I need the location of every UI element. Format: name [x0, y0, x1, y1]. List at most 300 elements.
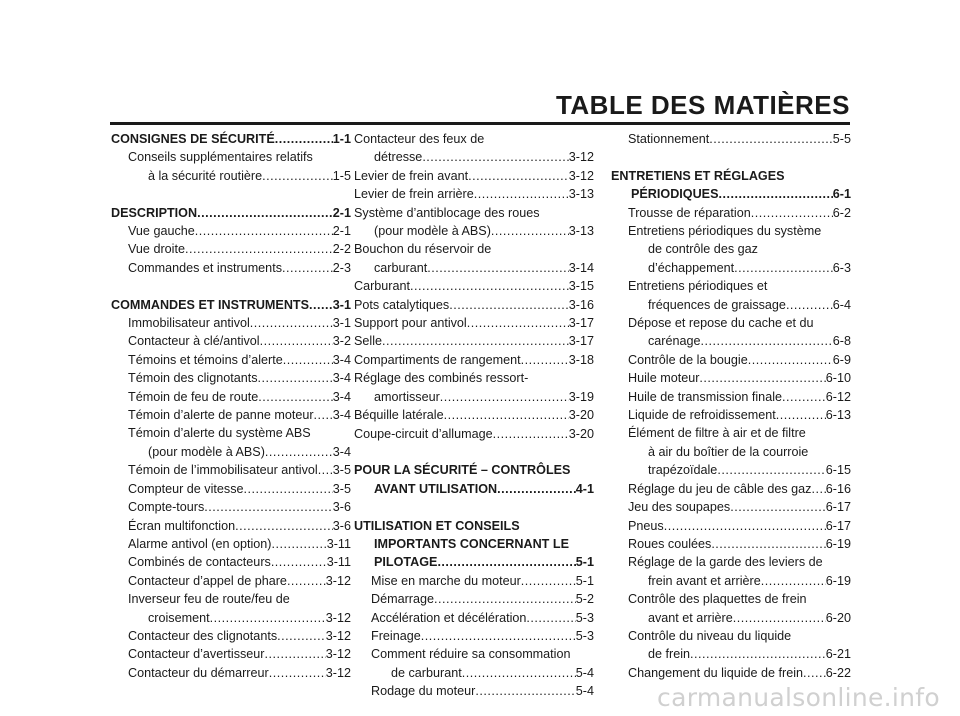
toc-page-number: 4-1: [575, 481, 594, 496]
toc-entry-line: [128, 240, 351, 258]
toc-entry-title: COMMANDES ET INSTRUMENTS: [111, 297, 310, 312]
dot-leader: [491, 222, 569, 240]
toc-entry-line: [111, 204, 351, 222]
dot-leader: [664, 517, 826, 535]
toc-entry-line: [354, 535, 594, 553]
toc-entry-line: [628, 406, 851, 424]
toc-entry-title: PILOTAGE: [374, 555, 438, 570]
dot-leader: [526, 609, 575, 627]
dot-leader: [467, 314, 569, 332]
dot-leader: [265, 443, 333, 461]
dot-leader: [314, 406, 333, 424]
toc-entry-line: [128, 609, 351, 627]
toc-entry-line: [628, 627, 851, 645]
page-title: TABLE DES MATIÈRES: [555, 90, 850, 120]
toc-page-number: 3-6: [332, 500, 351, 515]
dot-leader: [287, 572, 326, 590]
toc-entry-title: Entretiens périodiques du système: [628, 224, 822, 239]
toc-entry: [611, 130, 851, 148]
toc-page-number: 3-4: [332, 371, 351, 386]
toc-page-number: 5-1: [575, 555, 594, 570]
dot-leader: [262, 167, 333, 185]
toc-page-number: 6-3: [832, 260, 851, 275]
toc-page-number: 3-12: [325, 573, 351, 588]
toc-entry-title: d’échappement: [648, 260, 735, 275]
toc-entry-line: [128, 517, 351, 535]
toc-entry-line: [128, 369, 351, 387]
toc-page-number: 6-1: [832, 187, 851, 202]
toc-entry-line: [628, 590, 851, 608]
dot-leader: [474, 185, 569, 203]
dot-leader: [210, 609, 326, 627]
toc-entry-line: [628, 314, 851, 332]
toc-entry: [354, 609, 594, 627]
toc-entry-title: Liquide de refroidissement: [628, 408, 776, 423]
toc-entry-title: PÉRIODIQUES: [631, 187, 719, 202]
toc-section-heading: [111, 296, 351, 314]
toc-entry-line: [354, 351, 594, 369]
toc-entry-title: carénage: [648, 334, 701, 349]
toc-page-number: 1-5: [332, 168, 351, 183]
toc-entry-line: [628, 424, 851, 442]
toc-section-heading: [611, 167, 851, 204]
toc-page-number: 2-1: [332, 205, 351, 220]
toc-entry: [354, 682, 594, 700]
toc-page-number: 6-12: [825, 389, 851, 404]
toc-entry-line: [611, 185, 851, 203]
toc-entry-title: Huile moteur: [628, 371, 700, 386]
toc-entry-line: [628, 535, 851, 553]
toc-entry-line: [354, 185, 594, 203]
toc-entry: [111, 424, 351, 461]
toc-section-heading: [354, 461, 594, 498]
toc-entry: [611, 553, 851, 590]
toc-entry: [611, 498, 851, 516]
toc-entry: [611, 314, 851, 351]
toc-page-number: 3-4: [332, 389, 351, 404]
toc-entry-line: [354, 406, 594, 424]
dot-leader: [277, 627, 326, 645]
toc-entry-title: fréquences de graissage: [648, 297, 786, 312]
toc-entry: [611, 590, 851, 627]
toc-entry-title: Stationnement: [628, 132, 710, 146]
toc-entry-line: [354, 314, 594, 332]
toc-page-number: 5-4: [575, 684, 594, 699]
dot-leader: [699, 369, 825, 387]
toc-entry-line: [628, 664, 851, 682]
dot-leader: [761, 572, 826, 590]
toc-entry-line: [628, 480, 851, 498]
toc-entry-line: [354, 517, 594, 535]
dot-leader: [410, 277, 569, 295]
toc-entry: [611, 424, 851, 479]
dot-leader: [260, 332, 333, 350]
toc-entry: [611, 351, 851, 369]
toc-entry: [611, 388, 851, 406]
dot-leader: [271, 553, 327, 571]
toc-entry-title: de contrôle des gaz: [648, 242, 758, 257]
dot-leader: [733, 609, 826, 627]
toc-entry-title: Béquille latérale: [354, 408, 444, 423]
dot-leader: [782, 388, 826, 406]
toc-entry-title: carburant: [374, 260, 428, 275]
toc-entry-line: [128, 388, 351, 406]
toc-entry-title: Réglage de la garde des leviers de: [628, 555, 823, 570]
toc-entry-title: Contrôle des plaquettes de frein: [628, 592, 807, 607]
toc-entry-line: [354, 388, 594, 406]
toc-page-number: 5-1: [575, 573, 594, 588]
toc-page-number: 3-2: [332, 334, 351, 349]
toc-page-number: 3-6: [332, 518, 351, 533]
toc-entry-title: Bouchon du réservoir de: [354, 242, 492, 257]
dot-leader: [786, 296, 833, 314]
dot-leader: [468, 167, 569, 185]
dot-leader: [427, 259, 569, 277]
toc-page-number: 3-15: [568, 279, 594, 294]
dot-leader: [382, 332, 569, 350]
dot-leader: [734, 259, 833, 277]
dot-leader: [258, 369, 333, 387]
toc-page-number: 6-20: [825, 610, 851, 625]
dot-leader: [751, 204, 833, 222]
toc-entry-title: Vue droite: [128, 242, 185, 257]
toc-page-number: 3-12: [568, 150, 594, 165]
toc-entry-line: [371, 572, 594, 590]
dot-leader: [701, 332, 833, 350]
toc-entry: [354, 130, 594, 167]
toc-page-number: 3-5: [332, 463, 351, 478]
toc-entry-line: [611, 167, 851, 185]
toc-page-number: 6-8: [832, 334, 851, 349]
toc-page-number: 6-19: [825, 573, 851, 588]
toc-entry-title: amortisseur: [374, 389, 440, 404]
toc-entry-line: [628, 553, 851, 571]
dot-leader: [493, 425, 569, 443]
dot-leader: [197, 204, 333, 222]
toc-entry: [111, 351, 351, 369]
toc-entry-line: [628, 609, 851, 627]
toc-entry-title: Contacteur d’appel de phare: [128, 573, 287, 588]
toc-entry-line: [628, 222, 851, 240]
toc-page-number: 6-21: [825, 647, 851, 662]
toc-page-number: 5-3: [575, 628, 594, 643]
toc-section-heading: [111, 130, 351, 148]
toc-page-number: 3-12: [325, 628, 351, 643]
toc-page-number: 5-5: [832, 132, 851, 146]
toc-page-number: 3-11: [326, 536, 351, 551]
toc-entry-title: Comment réduire sa consommation: [371, 647, 571, 662]
toc-entry-line: [628, 443, 851, 461]
toc-entry: [611, 517, 851, 535]
toc-section-heading: [111, 204, 351, 222]
toc-entry-title: POUR LA SÉCURITÉ – CONTRÔLES: [354, 463, 571, 478]
toc-page-number: 6-15: [825, 463, 851, 478]
toc-entry-line: [354, 369, 594, 387]
toc-entry-line: [111, 130, 351, 148]
dot-leader: [195, 222, 333, 240]
toc-entry-title: Démarrage: [371, 592, 434, 607]
toc-entry-line: [354, 222, 594, 240]
toc-page-number: 3-13: [568, 187, 594, 202]
dot-leader: [422, 148, 568, 166]
toc-entry-title: Témoin de l’immobilisateur antivol: [128, 463, 318, 478]
toc-entry-line: [628, 388, 851, 406]
toc-entry-title: Commandes et instruments: [128, 260, 282, 275]
toc-page-number: 6-13: [825, 408, 851, 423]
dot-leader: [717, 461, 825, 479]
toc-entry: [611, 277, 851, 314]
toc-entry-title: Carburant: [354, 279, 411, 294]
toc-entry-line: [628, 240, 851, 258]
toc-entry-line: [128, 406, 351, 424]
toc-entry: [354, 590, 594, 608]
toc-entry: [354, 369, 594, 406]
toc-entry-line: [111, 296, 351, 314]
toc-entry-title: Système d’antiblocage des roues: [354, 205, 540, 220]
toc-entry-line: [128, 480, 351, 498]
toc-page-number: 6-22: [825, 665, 851, 680]
dot-leader: [440, 388, 569, 406]
toc-entry: [354, 314, 594, 332]
toc-entry-title: avant et arrière: [648, 610, 733, 625]
dot-leader: [434, 590, 576, 608]
toc-page-number: 3-19: [568, 389, 594, 404]
toc-entry-line: [128, 314, 351, 332]
toc-page-number: 3-12: [325, 647, 351, 662]
toc-entry: [111, 406, 351, 424]
toc-entry: [354, 572, 594, 590]
toc-entry-line: [628, 277, 851, 295]
toc-entry-line: [371, 682, 594, 700]
toc-entry-title: Coupe-circuit d’allumage: [354, 426, 493, 441]
toc-entry-line: [628, 130, 851, 148]
toc-entry: [111, 259, 351, 277]
dot-leader: [272, 535, 327, 553]
toc-entry: [111, 664, 351, 682]
toc-entry: [611, 222, 851, 277]
toc-entry-title: Réglage des combinés ressort-: [354, 371, 529, 386]
toc-entry: [611, 369, 851, 387]
toc-page-number: 3-12: [325, 665, 351, 680]
toc-entry-line: [371, 609, 594, 627]
toc-page-number: 5-3: [575, 610, 594, 625]
dot-leader: [444, 406, 569, 424]
toc-entry-line: [354, 332, 594, 350]
toc-entry-title: Conseils supplémentaires relatifs: [128, 150, 313, 165]
toc-entry-line: [354, 461, 594, 479]
dot-leader: [265, 645, 326, 663]
toc-column-3: [611, 130, 851, 682]
toc-entry: [354, 332, 594, 350]
toc-page-number: 3-1: [332, 297, 351, 312]
toc-entry-title: (pour modèle à ABS): [148, 444, 265, 459]
toc-entry: [354, 185, 594, 203]
toc-entry: [611, 406, 851, 424]
toc-page-number: 3-4: [332, 352, 351, 367]
toc-entry-title: Accélération et décélération: [371, 610, 527, 625]
toc-entry: [354, 425, 594, 443]
dot-leader: [462, 664, 576, 682]
toc-entry-line: [354, 480, 594, 498]
toc-page-number: 1-1: [332, 132, 351, 146]
toc-entry: [611, 664, 851, 682]
toc-entry: [111, 498, 351, 516]
toc-page-number: 3-14: [568, 260, 594, 275]
toc-entry-title: Alarme antivol (en option): [128, 536, 272, 551]
toc-entry-line: [128, 424, 351, 442]
toc-entry-line: [128, 590, 351, 608]
toc-entry-line: [354, 259, 594, 277]
dot-leader: [244, 480, 333, 498]
toc-entry-line: [128, 553, 351, 571]
toc-page-number: 3-5: [332, 481, 351, 496]
toc-page-number: 6-17: [825, 518, 851, 533]
toc-entry: [111, 553, 351, 571]
toc-page-number: 6-16: [825, 481, 851, 496]
toc-entry: [354, 204, 594, 241]
toc-page-number: 6-2: [832, 205, 851, 220]
toc-page-number: 3-20: [568, 426, 594, 441]
toc-entry-title: Roues coulées: [628, 536, 712, 551]
toc-page-number: 2-2: [332, 242, 351, 257]
toc-page-number: 5-2: [575, 592, 594, 607]
toc-page-number: 6-9: [832, 352, 851, 367]
toc-entry: [111, 388, 351, 406]
toc-entry-title: Levier de frein avant: [354, 168, 469, 183]
toc-entry-title: Pneus: [628, 518, 664, 533]
toc-entry-title: DESCRIPTION: [111, 205, 198, 220]
toc-entry-title: Contacteur d’avertisseur: [128, 647, 265, 662]
toc-entry-title: ENTRETIENS ET RÉGLAGES: [611, 168, 785, 183]
toc-entry-line: [628, 517, 851, 535]
watermark: carmanualsonline.info: [657, 683, 940, 712]
toc-entry-title: Pots catalytiques: [354, 297, 450, 312]
toc-entry-title: Contacteur du démarreur: [128, 665, 269, 680]
toc-entry-line: [128, 167, 351, 185]
toc-entry: [354, 296, 594, 314]
toc-page-number: 6-19: [825, 536, 851, 551]
toc-entry: [111, 590, 351, 627]
toc-entry-title: Immobilisateur antivol: [128, 316, 250, 331]
dot-leader: [718, 185, 832, 203]
dot-leader: [269, 664, 326, 682]
toc-entry-title: Contacteur des clignotants: [128, 628, 278, 643]
toc-entry-title: Vue gauche: [128, 224, 195, 239]
toc-entry: [111, 627, 351, 645]
toc-entry: [354, 167, 594, 185]
toc-entry: [111, 332, 351, 350]
toc-page-number: 2-3: [332, 260, 351, 275]
toc-entry-title: Contrôle de la bougie: [628, 352, 748, 367]
toc-entry-title: Selle: [354, 334, 383, 349]
dot-leader: [204, 498, 333, 516]
title-rule: [110, 122, 850, 125]
toc-entry-line: [128, 645, 351, 663]
dot-leader: [275, 130, 333, 148]
dot-leader: [318, 461, 333, 479]
toc-entry-line: [354, 425, 594, 443]
toc-column-1: [111, 130, 351, 682]
toc-entry-title: Huile de transmission finale: [628, 389, 782, 404]
toc-entry: [111, 240, 351, 258]
toc-page-number: 6-17: [825, 500, 851, 515]
toc-entry-line: [354, 204, 594, 222]
toc-entry-title: Témoin d’alerte du système ABS: [128, 426, 311, 441]
toc-entry-line: [128, 351, 351, 369]
toc-entry: [611, 204, 851, 222]
dot-leader: [258, 388, 333, 406]
toc-entry-title: Témoins et témoins d’alerte: [128, 352, 283, 367]
toc-entry-line: [354, 148, 594, 166]
toc-entry-line: [628, 645, 851, 663]
toc-entry-line: [128, 332, 351, 350]
toc-entry-line: [354, 167, 594, 185]
toc-entry-line: [628, 296, 851, 314]
dot-leader: [690, 645, 826, 663]
toc-entry-title: Écran multifonction: [128, 518, 236, 533]
toc-entry-title: Témoin d’alerte de panne moteur: [128, 408, 314, 423]
toc-column-2: [354, 130, 594, 701]
toc-entry-line: [128, 535, 351, 553]
toc-entry-title: Témoin des clignotants: [128, 371, 258, 386]
toc-entry-title: Entretiens périodiques et: [628, 279, 768, 294]
toc-entry-title: à air du boîtier de la courroie: [648, 444, 809, 459]
toc-page-number: 3-18: [568, 352, 594, 367]
toc-entry-line: [628, 332, 851, 350]
toc-entry-line: [371, 590, 594, 608]
toc-entry-title: CONSIGNES DE SÉCURITÉ: [111, 132, 275, 146]
dot-leader: [803, 664, 826, 682]
dot-leader: [185, 240, 333, 258]
toc-page-number: 3-17: [568, 334, 594, 349]
toc-entry-title: Élément de filtre à air et de filtre: [628, 426, 806, 441]
toc-entry-title: Témoin de feu de route: [128, 389, 259, 404]
toc-entry-line: [128, 222, 351, 240]
toc-entry-title: Freinage: [371, 628, 421, 643]
toc-entry-line: [628, 461, 851, 479]
toc-entry-line: [354, 130, 594, 148]
toc-entry-line: [371, 627, 594, 645]
toc-entry-line: [628, 204, 851, 222]
toc-entry-line: [354, 240, 594, 258]
toc-entry-title: Dépose et repose du cache et du: [628, 316, 814, 331]
toc-page-number: 3-4: [332, 408, 351, 423]
toc-entry-title: (pour modèle à ABS): [374, 224, 491, 239]
toc-page-number: 6-4: [832, 297, 851, 312]
toc-entry: [611, 535, 851, 553]
dot-leader: [421, 627, 576, 645]
toc-page-number: 3-11: [326, 555, 351, 570]
toc-page-number: 3-16: [568, 297, 594, 312]
dot-leader: [437, 553, 575, 571]
toc-entry: [111, 572, 351, 590]
toc-entry-title: croisement: [148, 610, 210, 625]
dot-leader: [748, 351, 833, 369]
dot-leader: [283, 351, 333, 369]
dot-leader: [282, 259, 333, 277]
toc-page-number: 3-13: [568, 224, 594, 239]
toc-page-number: 3-20: [568, 408, 594, 423]
toc-entry-line: [371, 645, 594, 663]
toc-entry-line: [128, 498, 351, 516]
toc-entry-title: UTILISATION ET CONSEILS: [354, 518, 520, 533]
toc-entry-line: [628, 369, 851, 387]
toc-entry-title: Contacteur à clé/antivol: [128, 334, 260, 349]
dot-leader: [730, 498, 826, 516]
toc-entry-line: [628, 351, 851, 369]
toc-entry-title: Réglage du jeu de câble des gaz: [628, 481, 812, 496]
toc-entry: [111, 480, 351, 498]
